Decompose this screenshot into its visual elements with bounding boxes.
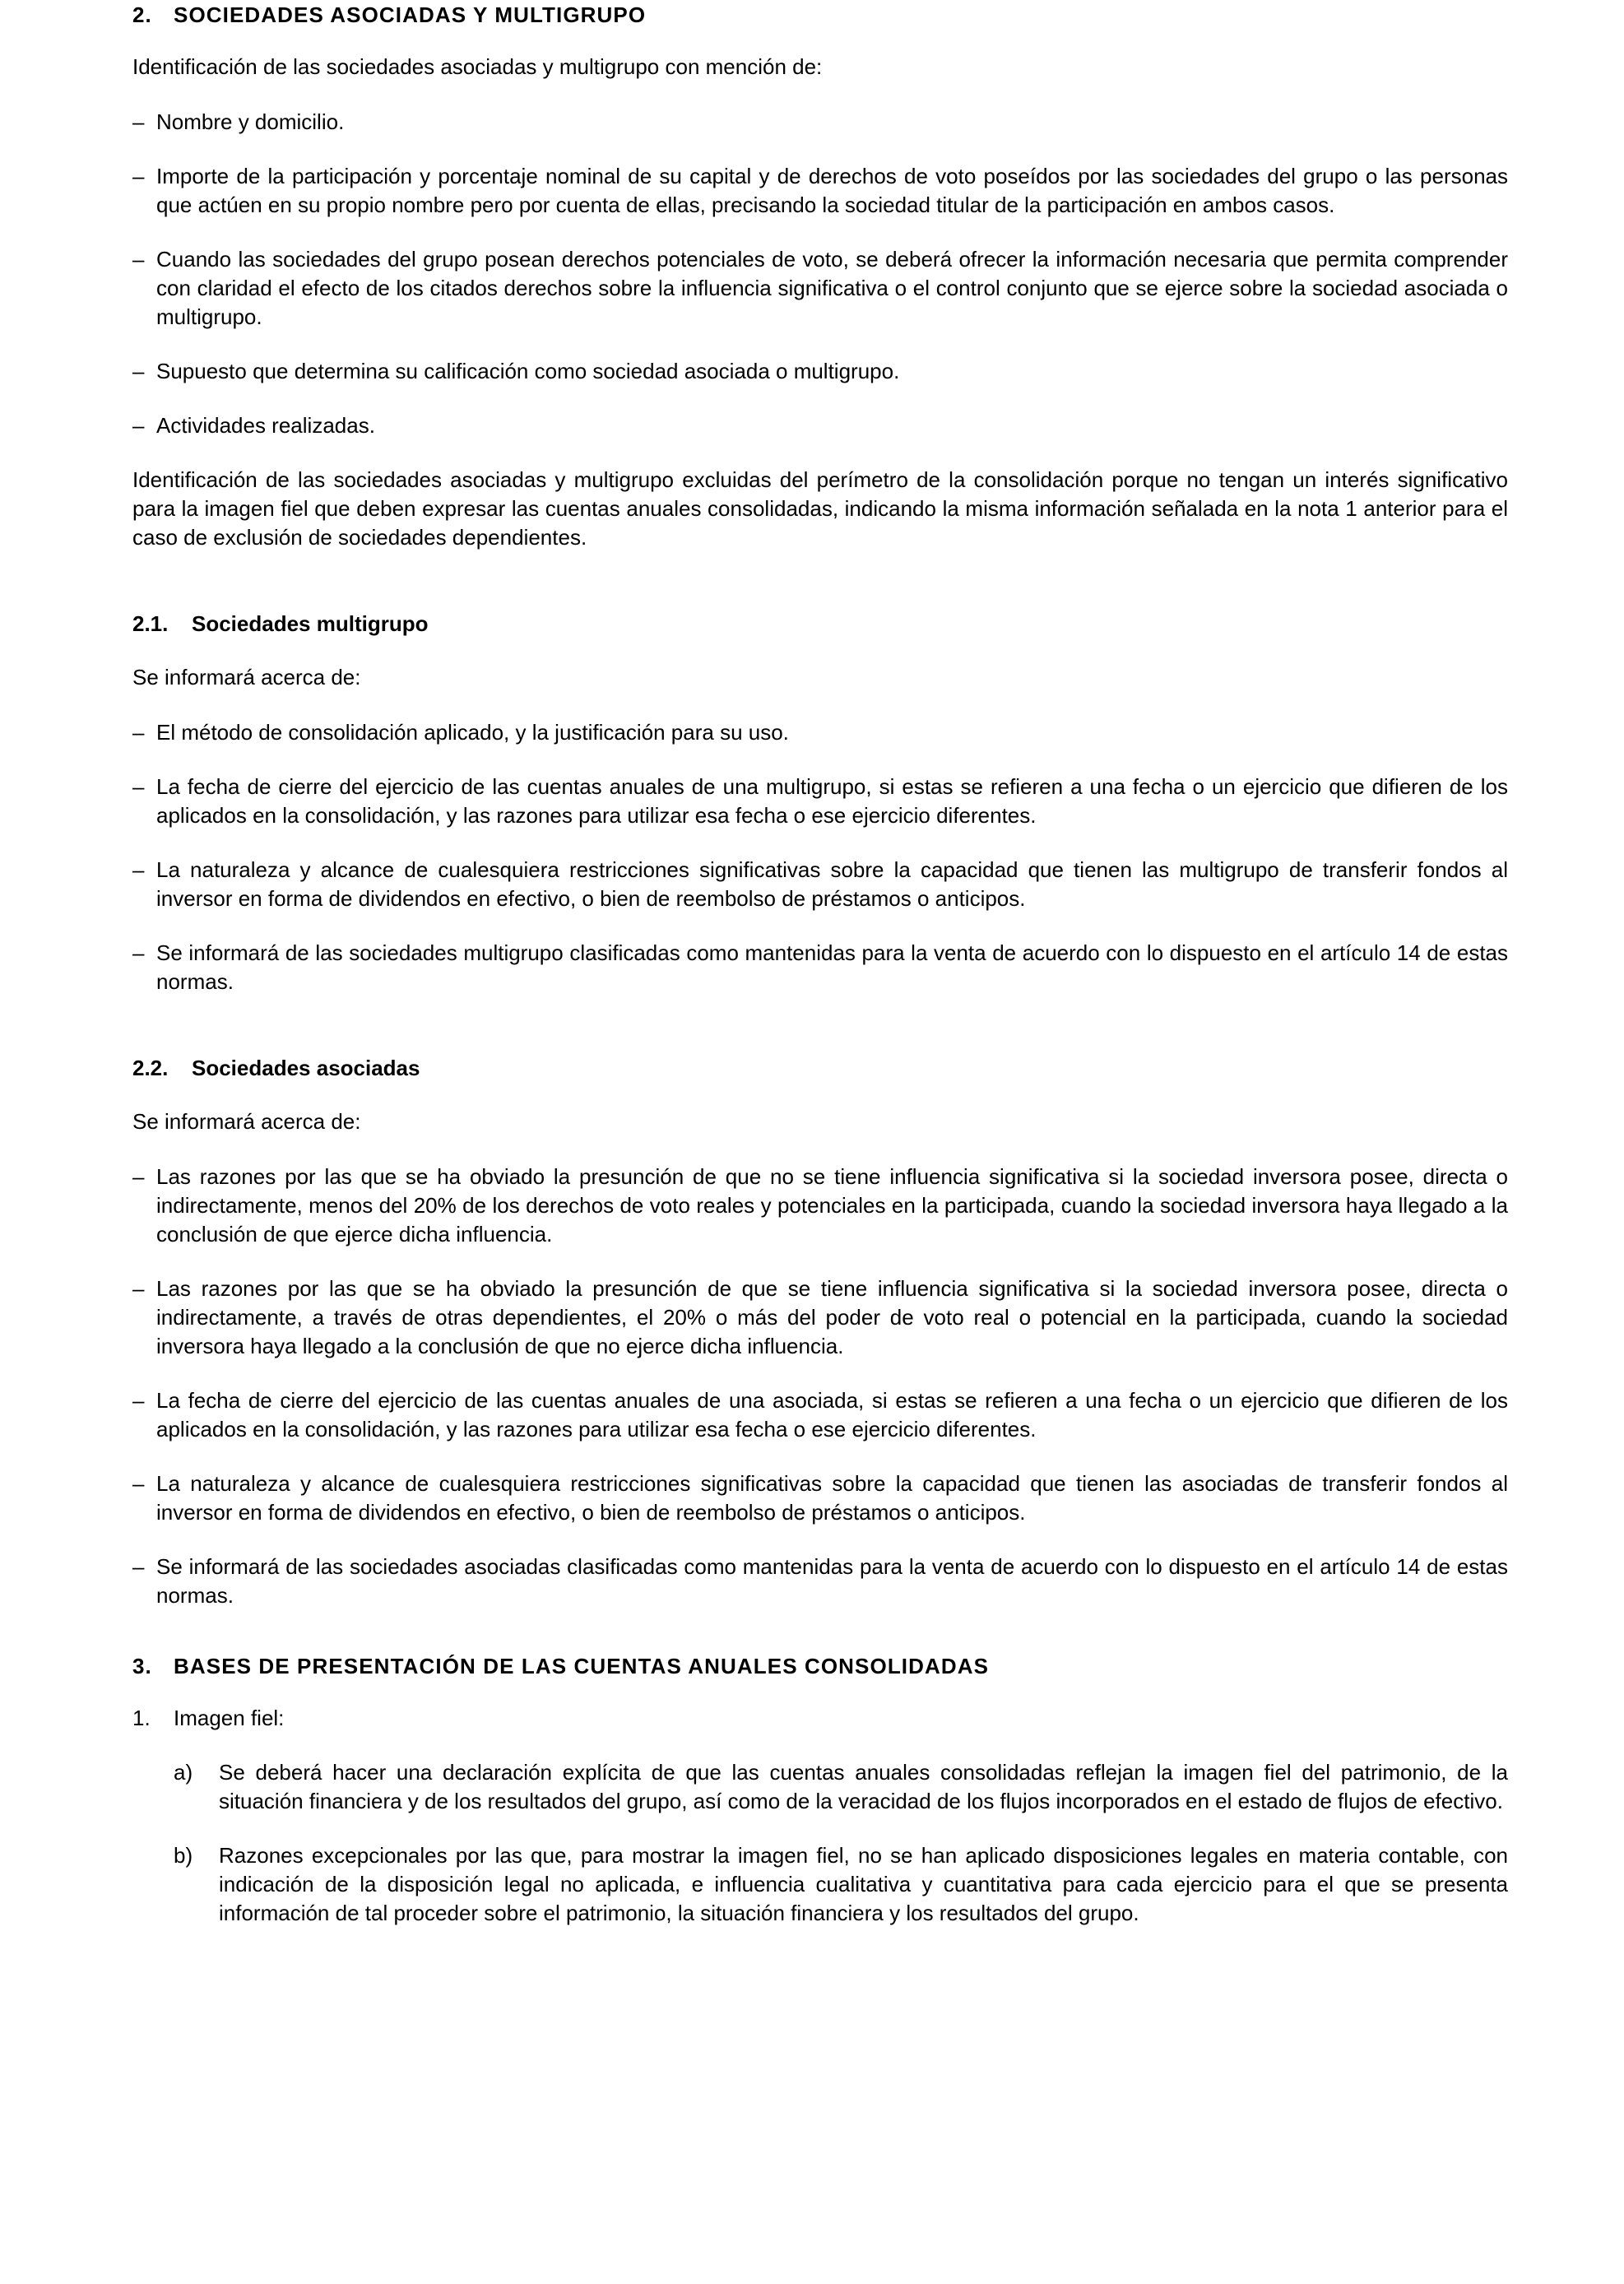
list-item-text: Actividades realizadas. <box>156 413 375 438</box>
numbered-item-label: Imagen fiel: <box>174 1706 285 1730</box>
section-3-heading <box>132 1653 1508 1679</box>
section-2-1-heading <box>132 610 1508 637</box>
list-item-text: Supuesto que determina su calificación como sociedad asociada o multigrupo. <box>156 359 900 383</box>
dash-bullet: – <box>132 857 145 882</box>
section-3-title: BASES DE PRESENTACIÓN DE LAS CUENTAS ANUALES CONSOLIDADAS <box>174 1654 990 1678</box>
list-item <box>132 773 1508 830</box>
section-2-2-title: Sociedades asociadas <box>192 1056 420 1080</box>
dash-bullet: – <box>132 1471 145 1496</box>
list-item <box>132 411 1508 440</box>
list-item <box>132 357 1508 386</box>
section-2-title: SOCIEDADES ASOCIADAS Y MULTIGRUPO <box>174 2 647 27</box>
section-2-2-number: 2.2. <box>132 1056 169 1080</box>
lettered-item <box>132 1758 1508 1816</box>
list-item-text: Las razones por las que se ha obviado la presunción de que se tiene influencia significativa si la sociedad inversora posee, directa o indirectamente, a través de otras dependientes, el 20% o más del poder de voto real o potencial en la participada, cuando la sociedad inversora haya llegado a la conclusión de que no ejerce dicha influencia. <box>156 1276 1508 1358</box>
list-item-text: Se informará de las sociedades asociadas clasificadas como mantenidas para la venta de acuerdo con lo dispuesto en el artículo 14 de estas normas. <box>156 1554 1508 1608</box>
document-page <box>132 0 1508 1928</box>
numbered-item <box>132 1704 1508 1733</box>
list-item-text: Las razones por las que se ha obviado la presunción de que no se tiene influencia significativa si la sociedad inversora posee, directa o indirectamente, menos del 20% de los derechos de voto reales y potenciales en la participada, cuando la sociedad inversora haya llegado a la conclusión de que ejerce dicha influencia. <box>156 1164 1508 1246</box>
list-item-text: Nombre y domicilio. <box>156 109 345 134</box>
lettered-item-mark: b) <box>174 1843 193 1868</box>
list-item <box>132 1163 1508 1249</box>
list-item <box>132 856 1508 913</box>
dash-bullet: – <box>132 1388 145 1413</box>
section-2-2-intro: Se informará acerca de: <box>132 1109 361 1134</box>
list-item-text: Importe de la participación y porcentaje nominal de su capital y de derechos de voto poseídos por las sociedades del grupo o las personas que actúen en su propio nombre pero por cuenta de ellas, precisando la sociedad titular de la participación en ambos casos. <box>156 164 1508 217</box>
dash-bullet: – <box>132 109 145 134</box>
dash-bullet: – <box>132 774 145 799</box>
dash-bullet: – <box>132 359 145 383</box>
section-2-1-number: 2.1. <box>132 611 169 636</box>
section-2-2-heading <box>132 1055 1508 1081</box>
section-2-1-intro: Se informará acerca de: <box>132 665 361 689</box>
list-item <box>132 1469 1508 1527</box>
list-item-text: La fecha de cierre del ejercicio de las cuentas anuales de una multigrupo, si estas se refieren a una fecha o un ejercicio que difieren de los aplicados en la consolidación, y las razones para utilizar esa fecha o ese ejercicio diferentes. <box>156 774 1508 828</box>
dash-bullet: – <box>132 1554 145 1579</box>
list-item <box>132 1274 1508 1361</box>
section-3-number: 3. <box>132 1654 152 1678</box>
list-item-text: Se informará de las sociedades multigrupo clasificadas como mantenidas para la venta de acuerdo con lo dispuesto en el artículo 14 de estas normas. <box>156 940 1508 994</box>
dash-bullet: – <box>132 1164 145 1189</box>
dash-bullet: – <box>132 413 145 438</box>
section-2-1-title: Sociedades multigrupo <box>192 611 429 636</box>
numbered-item-number: 1. <box>132 1706 151 1730</box>
list-item-text: Cuando las sociedades del grupo posean derechos potenciales de voto, se deberá ofrecer la información necesaria que permita comprender con claridad el efecto de los citados derechos sobre la influencia significativa o el control conjunto que se ejerce sobre la sociedad asociada o multigrupo. <box>156 247 1508 329</box>
dash-bullet: – <box>132 247 145 272</box>
lettered-item-text: Se deberá hacer una declaración explícita de que las cuentas anuales consolidadas reflejan la imagen fiel del patrimonio, de la situación financiera y de los resultados del grupo, así como de la veracidad de los flujos incorporados en el estado de flujos de efectivo. <box>219 1760 1508 1813</box>
section-2-closing: Identificación de las sociedades asociadas y multigrupo excluidas del perímetro de la consolidación porque no tengan un interés significativo para la imagen fiel que deben expresar las cuentas anuales consolidadas, indicando la misma información señalada en la nota 1 anterior para el caso de exclusión de sociedades dependientes. <box>132 467 1508 550</box>
lettered-item-text: Razones excepcionales por las que, para mostrar la imagen fiel, no se han aplicado disposiciones legales en materia contable, con indicación de la disposición legal no aplicada, e influencia cualitativa y cuantitativa para cada ejercicio para el que se presenta información de tal proceder sobre el patrimonio, la situación financiera y los resultados del grupo. <box>219 1843 1508 1925</box>
section-2-number: 2. <box>132 2 152 27</box>
list-item <box>132 1386 1508 1444</box>
list-item <box>132 1553 1508 1610</box>
dash-bullet: – <box>132 940 145 965</box>
list-item-text: La naturaleza y alcance de cualesquiera restricciones significativas sobre la capacidad que tienen las asociadas de transferir fondos al inversor en forma de dividendos en efectivo, o bien de reembolso de préstamos o anticipos. <box>156 1471 1508 1525</box>
lettered-item <box>132 1841 1508 1928</box>
list-item-text: La fecha de cierre del ejercicio de las cuentas anuales de una asociada, si estas se refieren a una fecha o un ejercicio que difieren de los aplicados en la consolidación, y las razones para utilizar esa fecha o ese ejercicio diferentes. <box>156 1388 1508 1441</box>
list-item-text: El método de consolidación aplicado, y la justificación para su uso. <box>156 720 789 745</box>
section-2-intro: Identificación de las sociedades asociadas y multigrupo con mención de: <box>132 54 823 79</box>
lettered-item-mark: a) <box>174 1760 193 1785</box>
list-item <box>132 245 1508 332</box>
dash-bullet: – <box>132 1276 145 1301</box>
list-item <box>132 162 1508 220</box>
dash-bullet: – <box>132 720 145 745</box>
list-item <box>132 108 1508 137</box>
dash-bullet: – <box>132 164 145 188</box>
section-2-heading <box>132 2 1508 28</box>
list-item-text: La naturaleza y alcance de cualesquiera restricciones significativas sobre la capacidad que tienen las multigrupo de transferir fondos al inversor en forma de dividendos en efectivo, o bien de reembolso de préstamos o anticipos. <box>156 857 1508 911</box>
list-item <box>132 718 1508 747</box>
list-item <box>132 939 1508 996</box>
